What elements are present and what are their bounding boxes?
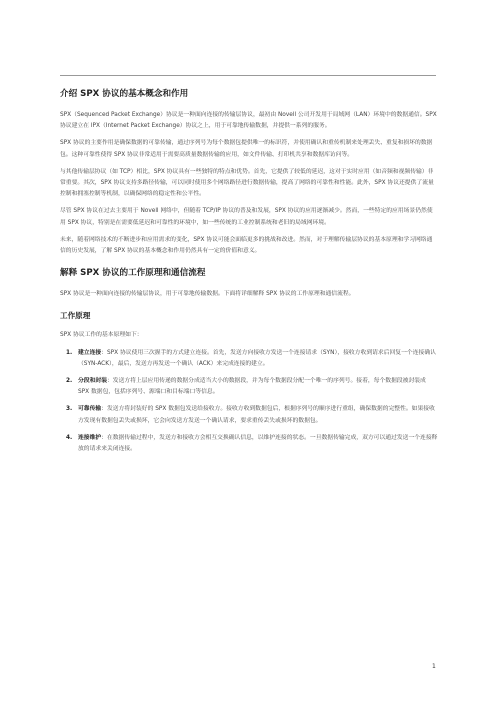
list-number: 1. bbox=[66, 349, 73, 356]
document-body bbox=[60, 88, 438, 461]
list-item bbox=[60, 376, 438, 398]
paragraph-6: SPX 协议是一种面向连接的传输层协议，用于可靠地传输数据。下面将详细解释 SPX 协议的工作原理和通信流程。 bbox=[60, 291, 355, 298]
list-text: ：SPX 协议使用三次握手的方式建立连接。首先，发送方向接收方发送一个连接请求（SYN），接收方收到请求后回复一个连接确认（SYN-ACK），最后，发送方再发送一个确认（ACK）来完成连接的建立。 bbox=[78, 349, 436, 367]
list-term: 建立连接 bbox=[78, 349, 102, 356]
list-number: 3. bbox=[66, 406, 73, 413]
page-number: 1 bbox=[432, 663, 436, 670]
list-text: ：在数据传输过程中，发送方和接收方会相互交换确认信息，以维护连接的状态。一旦数据传输完成，双方可以通过发送一个连接释放的请求来关闭连接。 bbox=[78, 434, 438, 453]
principle-list bbox=[60, 348, 438, 456]
section-title-workflow: 解释 SPX 协议的工作原理和通信流程 bbox=[60, 268, 206, 279]
list-term: 分段和封装 bbox=[78, 378, 107, 385]
list-item bbox=[60, 348, 438, 370]
list-number: 4. bbox=[66, 434, 73, 441]
paragraph-7: SPX 协议工作的基本原理如下： bbox=[60, 332, 143, 339]
list-text: ：发送方将封装好的 SPX 数据包发送给接收方。接收方收到数据包后，根据序列号的顺序进行重组，确保数据的完整性。如果接收方发现有数据包丢失或损坏，它会向发送方发送一个确认请求，要求重传丢失或损坏的数据包。 bbox=[78, 406, 435, 424]
list-item bbox=[60, 404, 438, 426]
list-term: 连接维护 bbox=[78, 434, 102, 441]
list-item bbox=[60, 433, 438, 455]
section-title-intro: 介绍 SPX 协议的基本概念和作用 bbox=[60, 89, 189, 99]
list-text: ：发送方将上层应用传递的数据分成适当大小的数据段，并为每个数据段分配一个唯一的序列号。接着，每个数据段被封装成 SPX 数据包，包括序列号、源端口和目标端口等信息。 bbox=[78, 378, 426, 396]
paragraph-5: 未来，随着网络技术的不断进步和应用需求的变化，SPX 协议可能会面临更多的挑战和改进。然而，对于理解传输层协议的基本原理和学习网络通信的历史发展，了解 SPX 协议的基本概念和作用仍然具有一定的价值和意义。 bbox=[60, 236, 433, 255]
paragraph-1: SPX（Sequenced Packet Exchange）协议是一种面向连接的传输层协议，最初由 Novell 公司开发用于局域网（LAN）环境中的数据通信。SPX 协议建立在 IPX（Internet Packet Exchange）协议之上，用于可靠地传输数据，并提供一系列的服务。 bbox=[60, 112, 437, 130]
subsection-title-principle: 工作原理 bbox=[60, 311, 91, 321]
paragraph-2: SPX 协议的主要作用是确保数据的可靠传输，通过序列号为每个数据包提供唯一的标识符，并使用确认和重传机制来处理丢失、重复和损坏的数据包。这种可靠性使得 SPX 协议非常适用于需要高质量数据传输的应用，如文件传输、打印机共享和数据库访问等。 bbox=[60, 140, 433, 158]
paragraph-3: 与其他传输层协议（如 TCP）相比，SPX 协议具有一些独特的特点和优势。首先，它提供了较低的延迟，这对于实时应用（如音频和视频传输）非常重要。其次，SPX 协议支持多路径传输，可以同时使用多个网络路径进行数据传输，提高了网络的可靠性和性能。此外，SPX 协议还提供了流量控制和拥塞控制等机制，以确保网络的稳定性和公平性。 bbox=[60, 168, 434, 198]
list-number: 2. bbox=[66, 378, 73, 385]
paragraph-4: 尽管 SPX 协议在过去主要用于 Novell 网络中，但随着 TCP/IP 协议的普及和发展，SPX 协议的应用逐渐减少。然而，一些特定的应用场景仍然使用 SPX 协议，特别是在需要低延迟和可靠性的环境中，如一些传统的工业控制系统和老旧的局域网环境。 bbox=[60, 208, 433, 226]
header-rule bbox=[60, 75, 436, 76]
list-term: 可靠传输 bbox=[78, 406, 102, 413]
